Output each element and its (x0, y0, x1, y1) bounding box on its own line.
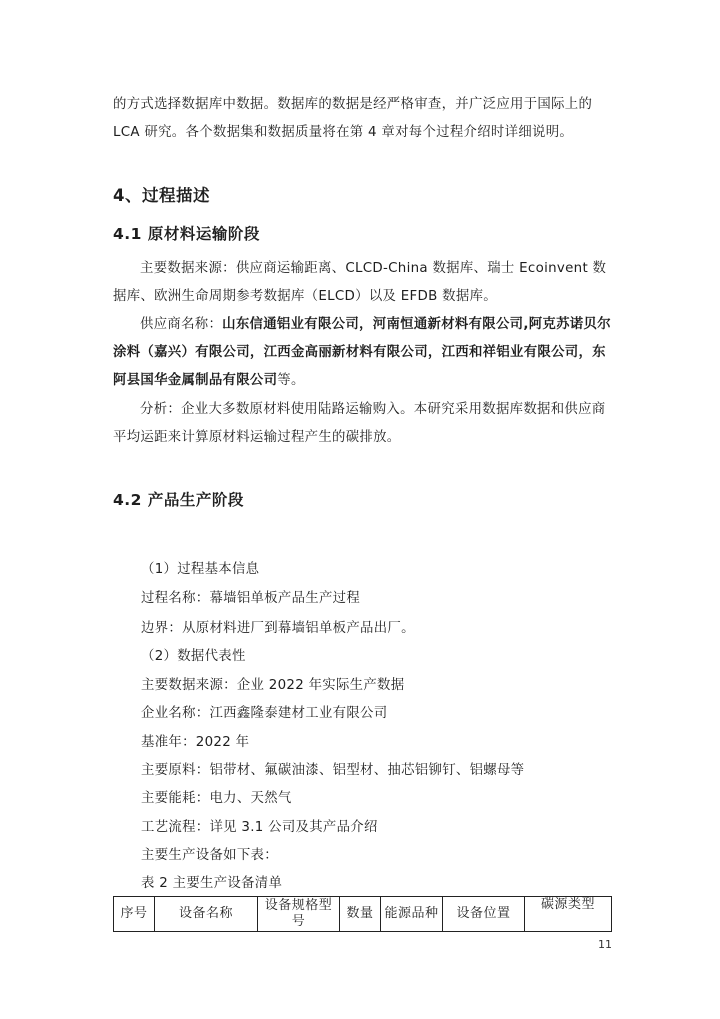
section-4-heading: 4、过程描述 (113, 186, 210, 205)
table-caption: 表 2 主要生产设备清单 (141, 876, 283, 891)
col-header-quantity: 数量 (340, 897, 381, 932)
analysis-paragraph: 分析：企业大多数原材料使用陆路运输购入。本研究采用数据库数据和供应商平均运距来计算原材料运输过程产生的碳排放。 (113, 402, 606, 445)
process-flow-line: 工艺流程：详见 3.1 公司及其产品介绍 (141, 820, 378, 835)
col-header-equipment-name: 设备名称 (155, 897, 258, 932)
supplier-paragraph (113, 311, 613, 395)
col-header-location: 设备位置 (443, 897, 525, 932)
col-header-spec-model: 设备规格型号 (258, 897, 340, 932)
intro-paragraph: 的方式选择数据库中数据。数据库的数据是经严格审查，并广泛应用于国际上的LCA 研究。各个数据集和数据质量将在第 4 章对每个过程介绍时详细说明。 (113, 97, 593, 140)
supplier-label: 供应商名称： (140, 317, 223, 332)
page-number: 11 (598, 938, 612, 951)
main-data-source-line: 主要数据来源：企业 2022 年实际生产数据 (141, 678, 405, 693)
data-representativeness-heading: （2）数据代表性 (141, 649, 246, 664)
col-header-no: 序号 (114, 897, 155, 932)
col-header-carbon-source: 碳源类型 (525, 897, 612, 932)
process-info-heading: （1）过程基本信息 (141, 562, 260, 577)
equipment-table (113, 896, 612, 932)
company-name-line: 企业名称：江西鑫隆泰建材工业有限公司 (141, 706, 388, 721)
main-materials-line: 主要原料：铝带材、氟碳油漆、铝型材、抽芯铝铆钉、铝螺母等 (141, 763, 525, 778)
supplier-names: 山东信通铝业有限公司，河南恒通新材料有限公司,阿克苏诺贝尔涂料（嘉兴）有限公司，江西金高丽新材料有限公司，江西和祥铝业有限公司，东阿县国华金属制品有限公司 (113, 317, 611, 388)
data-source-paragraph: 主要数据来源：供应商运输距离、CLCD-China 数据库、瑞士 Ecoinvent 数据库、欧洲生命周期参考数据库（ELCD）以及 EFDB 数据库。 (113, 261, 607, 304)
main-energy-line: 主要能耗：电力、天然气 (141, 791, 292, 806)
base-year-line: 基准年：2022 年 (141, 735, 250, 750)
col-header-energy-type: 能源品种 (381, 897, 443, 932)
section-4-1-heading: 4.1 原材料运输阶段 (113, 225, 260, 243)
equipment-intro-line: 主要生产设备如下表： (141, 848, 278, 863)
boundary-line: 边界：从原材料进厂到幕墙铝单板产品出厂。 (141, 621, 415, 636)
section-4-2-heading: 4.2 产品生产阶段 (113, 491, 244, 509)
supplier-suffix: 等。 (277, 373, 305, 388)
table-header-row (114, 897, 612, 932)
process-name-line: 过程名称：幕墙铝单板产品生产过程 (141, 591, 361, 606)
